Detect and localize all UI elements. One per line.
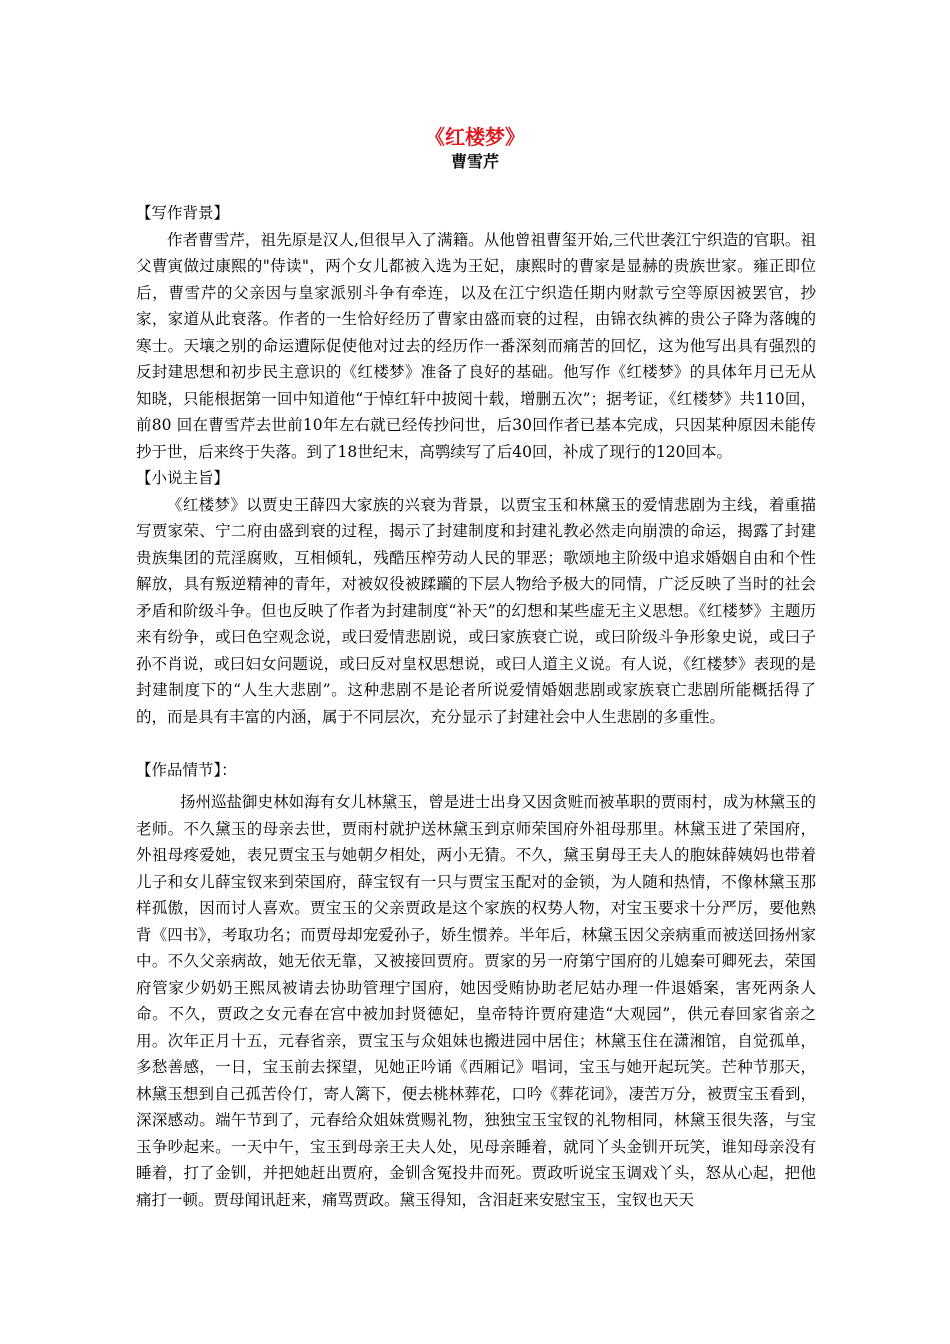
- section-heading: 【写作背景】: [136, 204, 230, 222]
- document-author: 曹雪芹: [450, 152, 499, 171]
- section-paragraph: 作者曹雪芹，祖先原是汉人,但很早入了满籍。从他曾祖曹玺开始,三代世袭江宁织造的官职。祖父曹寅做过康熙的"侍读"，两个女儿都被入选为王妃，康熙时的曹家是显赫的贵族世家。雍正即位后，曹雪芹的父亲因与皇家派别斗争有牵连，以及在江宁织造任期内财款亏空等原因被罢官，抄家，家道从此衰落。作者的一生恰好经历了曹家由盛而衰的过程，由锦衣纨裤的贵公子降为落魄的寒士。天壤之别的命运遭际促使他对过去的经历作一番深刻而痛苦的回忆，这为他写出具有强烈的反封建思想和初步民主意识的《红楼梦》准备了良好的基础。他写作《红楼梦》的具体年月已无从知晓，只能根据第一回中知道他“于悼红轩中披阅十载，增删五次”；据考证，《红楼梦》共110回，前80 回在曹雪芹去世前10年左右就已经传抄问世，后30回作者已基本完成，只因某种原因未能传抄于世，后来终于失落。到了18世纪末，高鹗续写了后40回，补成了现行的120回本。: [136, 230, 816, 461]
- section-paragraph: 扬州巡盐御史林如海有女儿林黛玉，曾是进士出身又因贪赃而被革职的贾雨村，成为林黛玉的老师。不久黛玉的母亲去世，贾雨村就护送林黛玉到京师荣国府外祖母那里。林黛玉进了荣国府，外祖母疼爱她，表兄贾宝玉与她朝夕相处，两小无猜。不久，黛玉舅母王夫人的胞妹薛姨妈也带着儿子和女儿薛宝钗来到荣国府，薛宝钗有一只与贾宝玉配对的金锁，为人随和热情，不像林黛玉那样孤傲，因而讨人喜欢。贾宝玉的父亲贾政是这个家族的权势人物，对宝玉要求十分严厉，要他熟背《四书》，考取功名；而贾母却宠爱孙子，娇生惯养。半年后，林黛玉因父亲病重而被送回扬州家中。不久父亲病故，她无依无靠，又被接回贾府。贾家的另一府第宁国府的儿媳秦可卿死去，荣国府管家少奶奶王熙凤被请去协助管理宁国府，她因受贿协助老尼姑办理一件退婚案，害死两条人命。不久，贾政之女元春在宫中被加封贤德妃，皇帝特许贾府建造“大观园”，供元春回家省亲之用。次年正月十五，元春省亲，贾宝玉与众姐妹也搬进园中居住；林黛玉住在潇湘馆，自觉孤单，多愁善感，一日，宝玉前去探望，见她正吟诵《西厢记》唱词，宝玉与她开起玩笑。芒种节那天，林黛玉想到自己孤苦伶仃，寄人篱下，便去桃林葬花，口吟《葬花词》，凄苦万分，被贾宝玉看到，深深感动。端午节到了，元春给众姐妹赏赐礼物，独独宝玉宝钗的礼物相同，林黛玉很失落，与宝玉争吵起来。一天中午，宝玉到母亲王夫人处，见母亲睡着，就同丫头金钏开玩笑，谁知母亲没有睡着，打了金钏，并把她赶出贾府，金钏含冤投井而死。贾政听说宝玉调戏丫头，怒从心起，把他痛打一顿。贾母闻讯赶来，痛骂贾政。黛玉得知，含泪赶来安慰宝玉，宝钗也天天: [136, 793, 816, 1209]
- section-heading: 【作品情节】：: [136, 760, 237, 779]
- section-paragraph: 《红楼梦》以贾史王薛四大家族的兴衰为背景，以贾宝玉和林黛玉的爱情悲剧为主线，着重描写贾家荣、宁二府由盛到衰的过程，揭示了封建制度和封建礼教必然走向崩溃的命运，揭露了封建贵族集团的荒淫腐败，互相倾轧，残酷压榨劳动人民的罪恶；歌颂地主阶级中追求婚姻自由和个性解放，具有叛逆精神的青年，对被奴役被蹂躏的下层人物给予极大的同情，广泛反映了当时的社会矛盾和阶级斗争。但也反映了作者为封建制度“补天”的幻想和某些虚无主义思想。《红楼梦》主题历来有纷争，或曰色空观念说，或曰爱情悲剧说，或曰家族衰亡说，或曰阶级斗争形象史说，或曰子孙不肖说，或曰妇女问题说，或曰反对皇权思想说，或曰人道主义说。有人说，《红楼梦》表现的是封建制度下的“人生大悲剧”。这种悲剧不是论者所说爱情婚姻悲剧或家族衰亡悲剧所能概括得了的，而是具有丰富的内涵，属于不同层次，充分显示了封建社会中人生悲剧的多重性。: [136, 495, 816, 726]
- section-writing-background: [136, 200, 816, 465]
- section-heading: 【小说主旨】: [136, 469, 230, 487]
- document-body: [136, 200, 816, 1213]
- section-plot: [136, 757, 816, 1214]
- section-novel-theme: [136, 465, 816, 730]
- blank-line: [136, 730, 816, 757]
- document-title: 《红楼梦》: [425, 125, 525, 149]
